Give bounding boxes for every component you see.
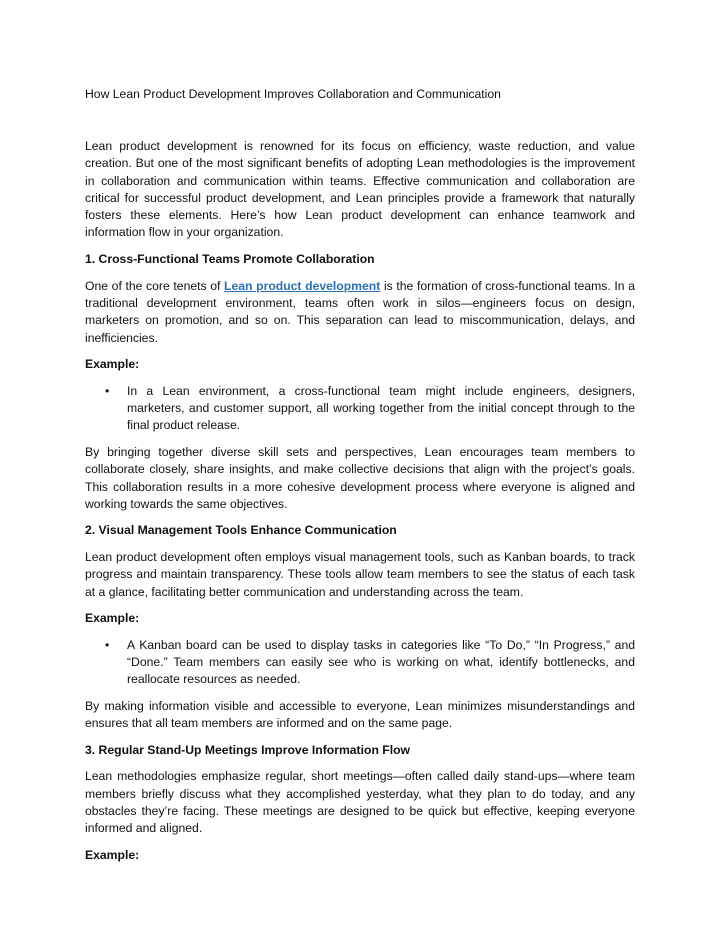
document-body <box>85 138 635 874</box>
section-2-heading: 2. Visual Management Tools Enhance Communication <box>85 523 397 538</box>
section-2-example-label: Example: <box>85 611 140 626</box>
section-2-closing-paragraph: By making information visible and accessible to everyone, Lean minimizes misunderstandings and ensures that all team members are informed and on the same page. <box>85 698 635 731</box>
section-2-paragraph: Lean product development often employs visual management tools, such as Kanban boards, to track progress and maintain transparency. These tools allow team members to see the status of each task at a glance, facilitating better communication and understanding across the team. <box>85 550 635 599</box>
section-1-text-before-link: One of the core tenets of <box>85 278 225 293</box>
section-1-example-label: Example: <box>85 357 140 372</box>
bullet-icon: • <box>105 637 110 652</box>
section-3-heading: 3. Regular Stand-Up Meetings Improve Information Flow <box>85 742 411 757</box>
section-3-example-label: Example: <box>85 847 140 862</box>
section-1-heading: 1. Cross-Functional Teams Promote Collaboration <box>85 252 375 267</box>
intro-paragraph: Lean product development is renowned for its focus on efficiency, waste reduction, and value creation. But one of the most significant benefits of adopting Lean methodologies is the improvement in collaboration and communication within teams. Effective communication and collaboration are critical for successful product development, and Lean principles provide a framework that naturally fosters these elements. Here’s how Lean product development can enhance teamwork and information flow in your organization. <box>85 139 635 240</box>
list-item-text: A Kanban board can be used to display tasks in categories like “To Do,” “In Progress,” and “Done.” Team members can easily see who is working on what, identify bottlenecks, and reallocate resources as needed. <box>127 637 635 687</box>
section-1-text-after-link: is the formation of cross-functional teams. In a traditional development environment, teams often work in silos—engineers focus on design, marketers on promotion, and so on. This separation can lead to miscommunication, delays, and inefficiencies. <box>85 278 635 345</box>
section-1-bullet-list <box>85 383 635 435</box>
section-1-paragraph <box>85 278 635 347</box>
section-1-closing-paragraph: By bringing together diverse skill sets and perspectives, Lean encourages team members to collaborate closely, share insights, and make collective decisions that align with the project’s goals. This collaboration results in a more cohesive development process where everyone is aligned and working towards the same objectives. <box>85 444 635 511</box>
bullet-icon: • <box>105 383 110 398</box>
section-3-paragraph: Lean methodologies emphasize regular, short meetings—often called daily stand-ups—where team members briefly discuss what they accomplished yesterday, what they plan to do today, and any obstacles they’re facing. These meetings are designed to be quick but effective, keeping everyone informed and aligned. <box>85 769 635 836</box>
section-2-bullet-list <box>85 637 635 689</box>
list-item <box>85 637 635 689</box>
lean-product-development-link[interactable]: Lean product development <box>224 278 381 293</box>
list-item-text: In a Lean environment, a cross-functional team might include engineers, designers, marketers, and customer support, all working together from the initial concept through to the final product release. <box>127 383 635 433</box>
document-title: How Lean Product Development Improves Collaboration and Communication <box>85 87 501 101</box>
list-item <box>85 383 635 435</box>
